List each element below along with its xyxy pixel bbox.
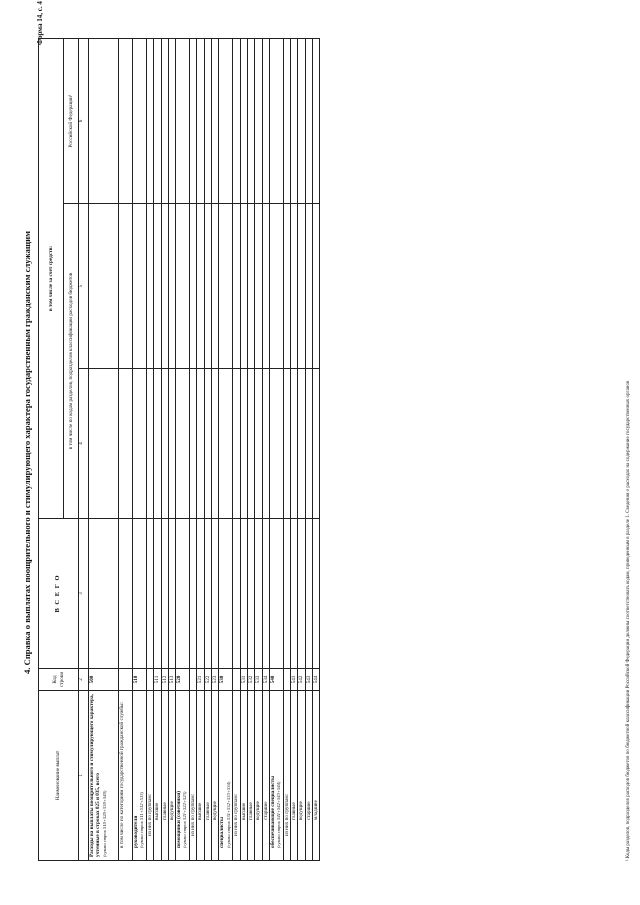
value-cell[interactable] — [262, 38, 269, 203]
value-cell[interactable] — [283, 38, 290, 203]
value-cell[interactable] — [219, 519, 233, 669]
table-row — [240, 38, 247, 860]
table-row — [147, 38, 154, 860]
row-code: 512 — [161, 669, 168, 691]
value-cell[interactable] — [119, 369, 133, 519]
row-code: 543 — [305, 669, 312, 691]
table-row — [154, 38, 161, 860]
row-note: (сумма строк 511+512+513) — [139, 791, 145, 848]
value-cell[interactable] — [197, 369, 204, 519]
row-label-text: специалисты — [219, 816, 226, 848]
value-cell[interactable] — [240, 204, 247, 369]
row-label — [119, 691, 133, 861]
row-label — [147, 691, 154, 861]
row-label — [89, 691, 119, 861]
row-code: 542 — [298, 669, 305, 691]
header-total: В С Е Г О — [39, 519, 79, 669]
value-cell[interactable] — [298, 519, 305, 669]
value-cell[interactable] — [161, 519, 168, 669]
col-num: 2 — [79, 669, 89, 691]
value-cell[interactable] — [305, 204, 312, 369]
subheader-a: в том числе по кодам разделов, подразделов классификации расходов бюджетов — [64, 204, 79, 519]
row-label — [197, 691, 204, 861]
value-cell[interactable] — [212, 519, 219, 669]
header-including: в том числе за счет средств: — [39, 38, 64, 518]
value-cell[interactable] — [154, 369, 161, 519]
value-cell[interactable] — [147, 204, 154, 369]
value-cell[interactable] — [204, 38, 211, 203]
value-cell[interactable] — [269, 519, 283, 669]
row-label-text: из них по группам: — [147, 793, 153, 836]
row-label-text: старшие — [305, 801, 312, 820]
value-cell[interactable] — [219, 369, 233, 519]
value-cell[interactable] — [283, 519, 290, 669]
value-cell[interactable] — [176, 38, 190, 203]
value-cell[interactable] — [240, 519, 247, 669]
value-cell[interactable] — [190, 38, 197, 203]
table-row — [313, 38, 320, 860]
value-cell[interactable] — [197, 204, 204, 369]
value-cell[interactable] — [313, 204, 320, 369]
row-label-text: из них по группам: — [233, 793, 240, 836]
table-row — [197, 38, 204, 860]
value-cell[interactable] — [89, 519, 119, 669]
row-code: 513 — [168, 669, 175, 691]
value-cell[interactable] — [133, 369, 147, 519]
value-cell[interactable] — [176, 204, 190, 369]
value-cell[interactable] — [262, 369, 269, 519]
row-note: (сумма строк 541+542+543+544) — [276, 781, 282, 848]
row-note: (сумма строк 531+532+533+534) — [225, 781, 231, 848]
row-code — [283, 669, 290, 691]
table-row — [219, 38, 233, 860]
value-cell[interactable] — [89, 204, 119, 369]
value-cell[interactable] — [283, 204, 290, 369]
row-code: 520 — [176, 669, 190, 691]
table-row — [305, 38, 312, 860]
value-cell[interactable] — [161, 369, 168, 519]
row-label — [313, 691, 320, 861]
row-label — [233, 691, 240, 861]
table-row — [190, 38, 197, 860]
row-label — [269, 691, 283, 861]
row-code — [147, 669, 154, 691]
value-cell[interactable] — [168, 519, 175, 669]
value-cell[interactable] — [313, 519, 320, 669]
row-label-text: высшие — [197, 802, 204, 820]
value-cell[interactable] — [154, 519, 161, 669]
row-label — [291, 691, 298, 861]
table-row — [176, 38, 190, 860]
row-label — [219, 691, 233, 861]
table-row — [262, 38, 269, 860]
row-code: 523 — [212, 669, 219, 691]
row-label — [168, 691, 175, 861]
row-label — [161, 691, 168, 861]
subheader-b: Российской Федерации¹ — [64, 38, 79, 203]
row-code: 511 — [154, 669, 161, 691]
row-code: 534 — [262, 669, 269, 691]
payments-table — [38, 38, 320, 861]
row-label-text: помощники (советники) — [176, 790, 183, 848]
value-cell[interactable] — [255, 38, 262, 203]
col-num: 6 — [79, 38, 89, 203]
row-code: 530 — [219, 669, 233, 691]
row-label — [255, 691, 262, 861]
table-row — [255, 38, 262, 860]
value-cell[interactable] — [313, 38, 320, 203]
row-code — [190, 669, 197, 691]
value-cell[interactable] — [204, 519, 211, 669]
col-num: 4 — [79, 369, 89, 519]
table-body — [89, 38, 320, 860]
value-cell[interactable] — [168, 369, 175, 519]
value-cell[interactable] — [269, 369, 283, 519]
table-row — [161, 38, 168, 860]
row-code — [119, 669, 133, 691]
value-cell[interactable] — [247, 204, 254, 369]
row-label — [262, 691, 269, 861]
value-cell[interactable] — [262, 519, 269, 669]
value-cell[interactable] — [197, 519, 204, 669]
value-cell[interactable] — [219, 38, 233, 203]
row-code: 532 — [247, 669, 254, 691]
value-cell[interactable] — [168, 38, 175, 203]
value-cell[interactable] — [247, 38, 254, 203]
value-cell[interactable] — [255, 369, 262, 519]
col-num: 5 — [79, 204, 89, 369]
value-cell[interactable] — [291, 369, 298, 519]
value-cell[interactable] — [147, 369, 154, 519]
row-label-text: младшие — [313, 800, 320, 820]
value-cell[interactable] — [269, 38, 283, 203]
value-cell[interactable] — [133, 519, 147, 669]
value-cell[interactable] — [212, 38, 219, 203]
table-row — [233, 38, 240, 860]
row-label-text: главные — [161, 802, 168, 820]
value-cell[interactable] — [305, 369, 312, 519]
value-cell[interactable] — [147, 38, 154, 203]
table-row — [283, 38, 290, 860]
row-label — [240, 691, 247, 861]
value-cell[interactable] — [219, 204, 233, 369]
value-cell[interactable] — [176, 519, 190, 669]
value-cell[interactable] — [119, 519, 133, 669]
value-cell[interactable] — [197, 38, 204, 203]
value-cell[interactable] — [233, 38, 240, 203]
table-row — [89, 38, 119, 860]
value-cell[interactable] — [269, 204, 283, 369]
row-label — [190, 691, 197, 861]
row-code: 510 — [133, 669, 147, 691]
table-row — [298, 38, 305, 860]
value-cell[interactable] — [168, 204, 175, 369]
value-cell[interactable] — [283, 369, 290, 519]
row-label-text: главные — [247, 802, 254, 820]
value-cell[interactable] — [212, 204, 219, 369]
row-label — [305, 691, 312, 861]
row-code: 522 — [204, 669, 211, 691]
row-label-text: ведущие — [168, 801, 175, 820]
value-cell[interactable] — [161, 204, 168, 369]
value-cell[interactable] — [119, 38, 133, 203]
table-row — [269, 38, 283, 860]
row-label-text: высшие — [154, 802, 161, 820]
header-name: Наименование выплат — [39, 691, 79, 861]
value-cell[interactable] — [133, 38, 147, 203]
row-label — [283, 691, 290, 861]
header-row — [39, 38, 64, 860]
table-row — [204, 38, 211, 860]
value-cell[interactable] — [313, 369, 320, 519]
table-row — [133, 38, 147, 860]
row-label-text: из них по группам: — [190, 793, 197, 836]
col-num: 3 — [79, 519, 89, 669]
table-row — [168, 38, 175, 860]
table-row — [212, 38, 219, 860]
table-row — [291, 38, 298, 860]
row-label — [133, 691, 147, 861]
row-code: 544 — [313, 669, 320, 691]
value-cell[interactable] — [291, 38, 298, 203]
value-cell[interactable] — [247, 519, 254, 669]
table-row — [119, 38, 133, 860]
row-code: 500 — [89, 669, 119, 691]
row-code: 540 — [269, 669, 283, 691]
value-cell[interactable] — [233, 369, 240, 519]
value-cell[interactable] — [305, 519, 312, 669]
value-cell[interactable] — [255, 204, 262, 369]
row-label — [298, 691, 305, 861]
value-cell[interactable] — [147, 519, 154, 669]
row-label-text: ведущие — [255, 801, 262, 820]
value-cell[interactable] — [204, 204, 211, 369]
value-cell[interactable] — [212, 369, 219, 519]
value-cell[interactable] — [176, 369, 190, 519]
row-label-text: обеспечивающие специалисты — [269, 775, 276, 848]
row-code: 533 — [255, 669, 262, 691]
row-label-text: главные — [204, 802, 211, 820]
col-num: 1 — [79, 691, 89, 861]
row-label-text: главные — [291, 802, 298, 820]
row-code: 531 — [240, 669, 247, 691]
value-cell[interactable] — [119, 204, 133, 369]
table-row — [247, 38, 254, 860]
value-cell[interactable] — [190, 369, 197, 519]
row-label-text: в том числе по категориям государственной гражданской службы: — [119, 702, 125, 848]
value-cell[interactable] — [161, 38, 168, 203]
row-code — [233, 669, 240, 691]
row-note: (сумма строк 521+522+523) — [182, 791, 188, 848]
value-cell[interactable] — [154, 38, 161, 203]
header-code: Код строки — [39, 669, 79, 691]
value-cell[interactable] — [240, 38, 247, 203]
value-cell[interactable] — [247, 369, 254, 519]
value-cell[interactable] — [190, 519, 197, 669]
row-note: (сумма строк 510+520+530+540) — [101, 790, 107, 857]
row-label-text: руководители — [133, 815, 139, 848]
value-cell[interactable] — [233, 204, 240, 369]
row-label-text: ведущие — [212, 801, 219, 820]
value-cell[interactable] — [233, 519, 240, 669]
value-cell[interactable] — [291, 519, 298, 669]
value-cell[interactable] — [190, 204, 197, 369]
row-label-text: старшие — [262, 801, 269, 820]
footnote: ¹ Коды разделов, подразделов расходов бюджетов по бюджетной классификации Российской Федерации должны соответствовать кодам, приведенным в разделе 1. Сведения о расходах на содержание государственных органов — [626, 380, 631, 861]
column-numbers-row — [79, 38, 89, 860]
row-label-text: высшие — [240, 802, 247, 820]
row-label — [247, 691, 254, 861]
row-code: 521 — [197, 669, 204, 691]
value-cell[interactable] — [298, 38, 305, 203]
value-cell[interactable] — [305, 38, 312, 203]
value-cell[interactable] — [154, 204, 161, 369]
value-cell[interactable] — [262, 204, 269, 369]
row-label-text: из них по группам: — [283, 793, 290, 836]
row-label — [204, 691, 211, 861]
value-cell[interactable] — [298, 369, 305, 519]
row-label — [212, 691, 219, 861]
value-cell[interactable] — [89, 369, 119, 519]
row-label — [154, 691, 161, 861]
value-cell[interactable] — [291, 204, 298, 369]
value-cell[interactable] — [133, 204, 147, 369]
value-cell[interactable] — [255, 519, 262, 669]
value-cell[interactable] — [298, 204, 305, 369]
row-label — [176, 691, 190, 861]
row-code: 541 — [291, 669, 298, 691]
row-label-text: Расходы на выплаты поощрительного и стимулирующего характера, учтенные в строках 025 и 035, всего — [89, 694, 102, 857]
value-cell[interactable] — [204, 369, 211, 519]
row-label-text: ведущие — [298, 801, 305, 820]
page-title: 4. Справка о выплатах поощрительного и стимулирующего характера государственным гражданским служащим — [22, 231, 32, 674]
value-cell[interactable] — [89, 38, 119, 203]
form-label: Форма 14, с. 4 — [36, 1, 44, 45]
value-cell[interactable] — [240, 369, 247, 519]
